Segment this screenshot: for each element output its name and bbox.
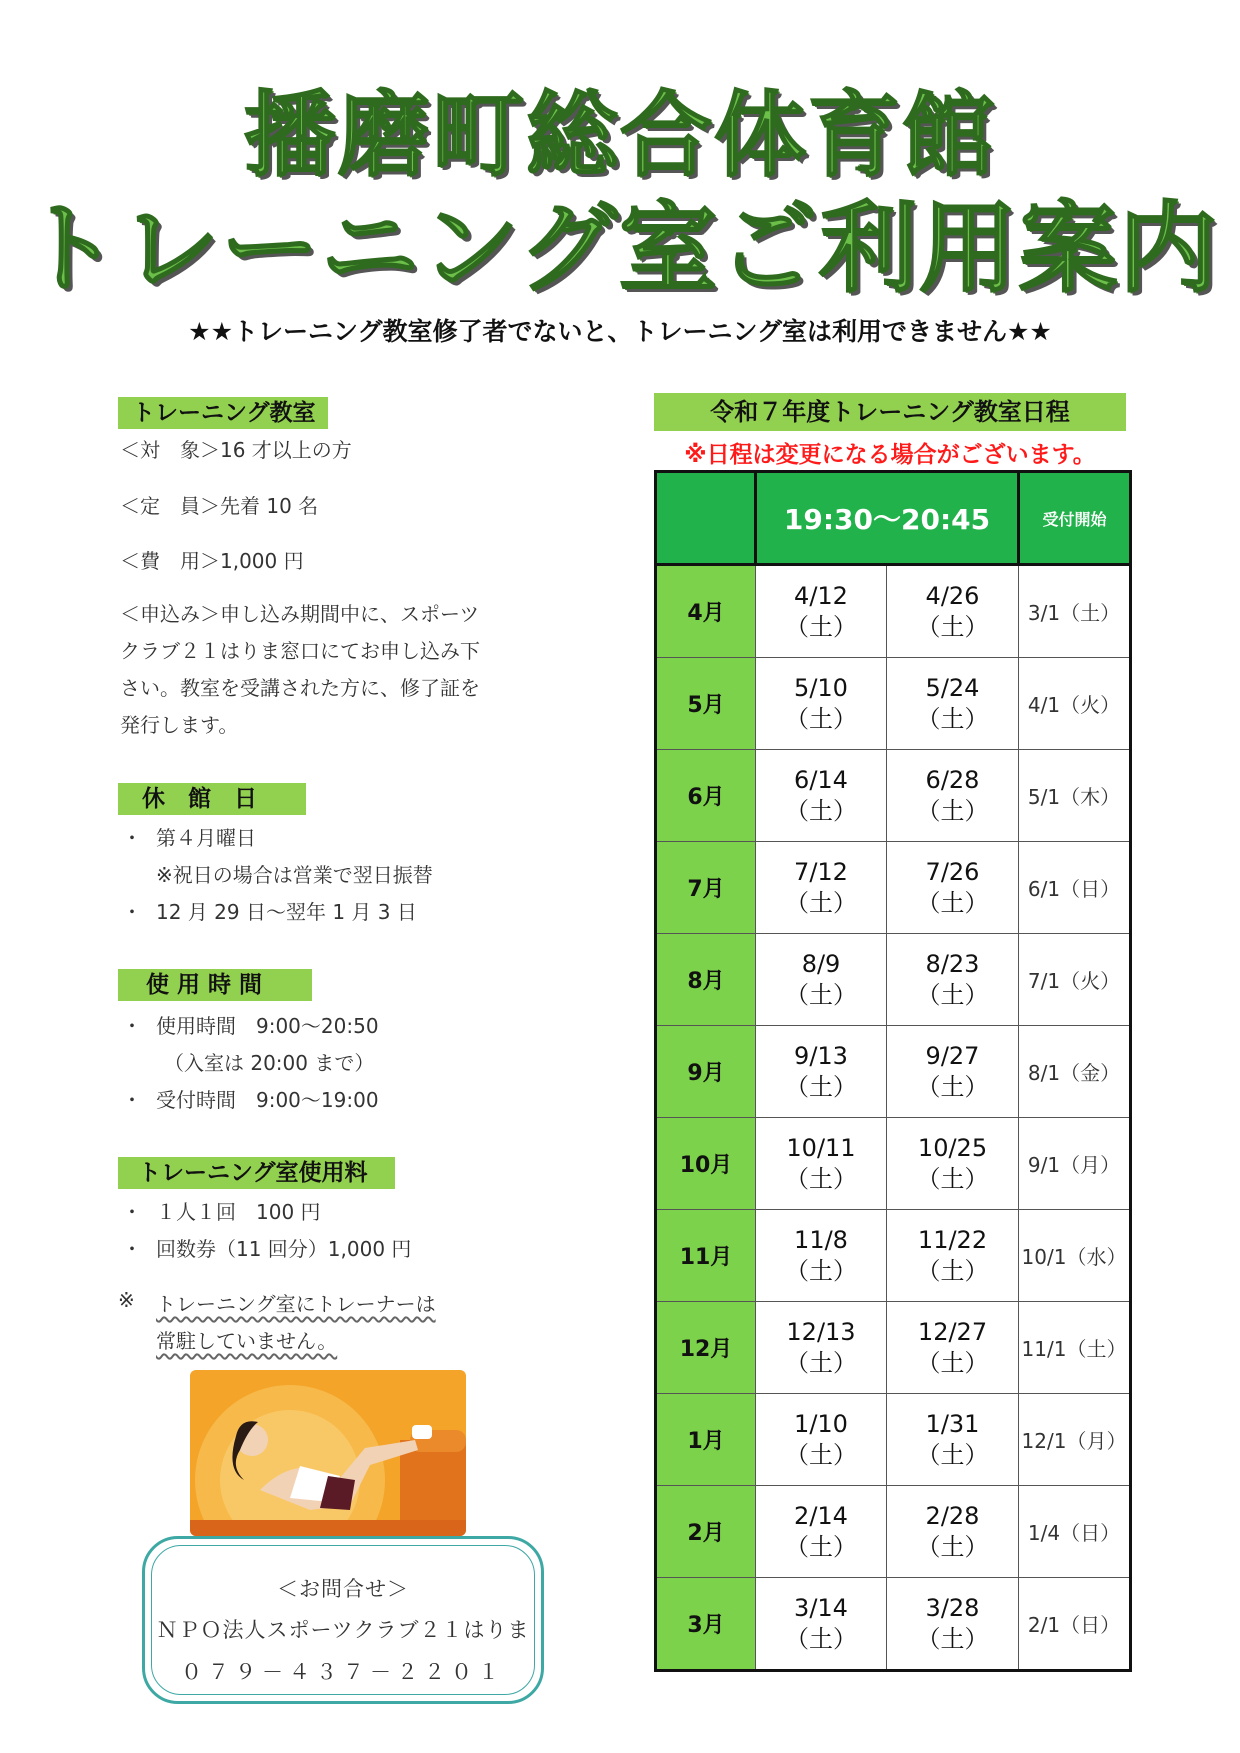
weekday-2: （土） bbox=[916, 1624, 989, 1653]
date-cell-1 bbox=[756, 1578, 887, 1671]
date-2: 11/22 bbox=[917, 1225, 988, 1254]
hours-heading: 使 用 時 間 bbox=[118, 969, 312, 1001]
weekday-2: （土） bbox=[916, 1164, 989, 1193]
accept-date-cell: 7/1（火） bbox=[1019, 934, 1131, 1026]
date-2: 8/23 bbox=[925, 949, 980, 978]
schedule-row bbox=[656, 1578, 1131, 1671]
accept-date-cell: 11/1（土） bbox=[1019, 1302, 1131, 1394]
contact-heading: ＜お問合せ＞ bbox=[277, 1577, 409, 1601]
weekday-2: （土） bbox=[916, 796, 989, 825]
accept-date-cell: 3/1（土） bbox=[1019, 565, 1131, 658]
date-2: 4/26 bbox=[925, 581, 980, 610]
weekday-2: （土） bbox=[916, 612, 989, 641]
date-cell-1 bbox=[756, 750, 887, 842]
date-cell-1 bbox=[756, 658, 887, 750]
schedule-row bbox=[656, 842, 1131, 934]
apply-line: さい。教室を受講された方に、修了証を bbox=[120, 676, 480, 700]
closed-item: 12 月 29 日～翌年 1 月 3 日 bbox=[156, 900, 417, 924]
exercise-illustration bbox=[190, 1370, 466, 1536]
month-cell: 2月 bbox=[656, 1486, 756, 1578]
date-cell-1 bbox=[756, 842, 887, 934]
weekday-1: （土） bbox=[785, 1164, 857, 1193]
date-1: 11/8 bbox=[794, 1225, 848, 1254]
weekday-1: （土） bbox=[785, 796, 857, 825]
bullet: ・ bbox=[122, 1200, 142, 1224]
hours-item: 受付時間 9:00～19:00 bbox=[156, 1088, 379, 1112]
schedule-row bbox=[656, 750, 1131, 842]
accept-header: 受付開始 bbox=[1019, 472, 1131, 565]
contact-box bbox=[142, 1536, 544, 1704]
accept-date-cell: 12/1（月） bbox=[1019, 1394, 1131, 1486]
date-cell-1 bbox=[756, 1302, 887, 1394]
usage-fee-item: １人１回 100 円 bbox=[156, 1200, 321, 1224]
usage-fee-item: 回数券（11 回分）1,000 円 bbox=[156, 1237, 412, 1261]
month-cell: 9月 bbox=[656, 1026, 756, 1118]
usage-fee-heading: トレーニング室使用料 bbox=[118, 1157, 395, 1189]
date-cell-1 bbox=[756, 1394, 887, 1486]
date-1: 8/9 bbox=[801, 949, 841, 978]
date-cell-2 bbox=[887, 1394, 1019, 1486]
classroom-fee: ＜費 用＞1,000 円 bbox=[120, 549, 304, 573]
page-title-line1: 播磨町総合体育館 bbox=[243, 82, 996, 189]
schedule-table bbox=[654, 470, 1132, 1672]
date-cell-2 bbox=[887, 1210, 1019, 1302]
accept-date-cell: 1/4（日） bbox=[1019, 1486, 1131, 1578]
classroom-apply bbox=[120, 596, 480, 744]
date-2: 5/24 bbox=[925, 673, 980, 702]
note-line: トレーニング室にトレーナーは bbox=[156, 1292, 436, 1316]
weekday-2: （土） bbox=[916, 1348, 989, 1377]
notice-banner: ★★トレーニング教室修了者でないと、トレーニング室は利用できません★★ bbox=[188, 317, 1052, 346]
month-cell: 12月 bbox=[656, 1302, 756, 1394]
weekday-1: （土） bbox=[785, 1532, 857, 1561]
weekday-1: （土） bbox=[785, 1624, 857, 1653]
weekday-2: （土） bbox=[916, 1532, 989, 1561]
header-blank bbox=[656, 472, 756, 565]
weekday-2: （土） bbox=[916, 980, 989, 1009]
date-cell-1 bbox=[756, 1210, 887, 1302]
accept-date-cell: 2/1（日） bbox=[1019, 1578, 1131, 1671]
date-1: 3/14 bbox=[794, 1593, 848, 1622]
bullet: ・ bbox=[122, 826, 142, 850]
weekday-1: （土） bbox=[785, 980, 857, 1009]
date-1: 2/14 bbox=[794, 1501, 848, 1530]
date-cell-2 bbox=[887, 1302, 1019, 1394]
month-cell: 7月 bbox=[656, 842, 756, 934]
classroom-target: ＜対 象＞16 才以上の方 bbox=[120, 438, 352, 462]
month-cell: 11月 bbox=[656, 1210, 756, 1302]
month-cell: 1月 bbox=[656, 1394, 756, 1486]
date-1: 7/12 bbox=[794, 857, 848, 886]
schedule-row bbox=[656, 1026, 1131, 1118]
schedule-row bbox=[656, 658, 1131, 750]
note-line: 常駐していません。 bbox=[156, 1329, 338, 1353]
date-1: 12/13 bbox=[786, 1317, 856, 1346]
classroom-capacity: ＜定 員＞先着 10 名 bbox=[120, 494, 319, 518]
accept-date-cell: 8/1（金） bbox=[1019, 1026, 1131, 1118]
schedule-row bbox=[656, 1486, 1131, 1578]
month-cell: 8月 bbox=[656, 934, 756, 1026]
closed-item: 第４月曜日 bbox=[156, 826, 256, 850]
date-2: 7/26 bbox=[925, 857, 980, 886]
bullet: ・ bbox=[122, 1237, 142, 1261]
weekday-1: （土） bbox=[785, 1256, 857, 1285]
weekday-2: （土） bbox=[916, 888, 989, 917]
schedule-row bbox=[656, 1210, 1131, 1302]
weekday-2: （土） bbox=[916, 1256, 989, 1285]
date-cell-2 bbox=[887, 842, 1019, 934]
date-cell-2 bbox=[887, 1578, 1019, 1671]
closed-heading: 休 館 日 bbox=[118, 783, 306, 815]
accept-date-cell: 6/1（日） bbox=[1019, 842, 1131, 934]
month-cell: 4月 bbox=[656, 565, 756, 658]
date-1: 1/10 bbox=[794, 1409, 848, 1438]
time-header: 19:30～20:45 bbox=[756, 472, 1019, 565]
date-1: 6/14 bbox=[794, 765, 848, 794]
date-cell-2 bbox=[887, 1026, 1019, 1118]
date-cell-2 bbox=[887, 658, 1019, 750]
date-cell-1 bbox=[756, 565, 887, 658]
date-1: 5/10 bbox=[794, 673, 848, 702]
bullet: ・ bbox=[122, 1088, 142, 1112]
date-2: 10/25 bbox=[917, 1133, 988, 1162]
note-mark: ※ bbox=[118, 1288, 135, 1312]
hours-item: 使用時間 9:00～20:50 bbox=[156, 1014, 379, 1038]
weekday-1: （土） bbox=[785, 1348, 857, 1377]
date-cell-2 bbox=[887, 934, 1019, 1026]
apply-line: ＜申込み＞申し込み期間中に、スポーツ bbox=[120, 602, 480, 626]
date-cell-2 bbox=[887, 1118, 1019, 1210]
weekday-2: （土） bbox=[916, 704, 989, 733]
closed-item: ※祝日の場合は営業で翌日振替 bbox=[156, 863, 433, 887]
weekday-1: （土） bbox=[785, 1072, 857, 1101]
date-cell-1 bbox=[756, 934, 887, 1026]
date-2: 2/28 bbox=[925, 1501, 980, 1530]
month-cell: 10月 bbox=[656, 1118, 756, 1210]
weekday-1: （土） bbox=[785, 704, 857, 733]
schedule-note: ※日程は変更になる場合がございます。 bbox=[684, 442, 1096, 468]
date-cell-1 bbox=[756, 1118, 887, 1210]
weekday-1: （土） bbox=[785, 888, 857, 917]
apply-line: 発行します。 bbox=[120, 713, 239, 737]
accept-date-cell: 9/1（月） bbox=[1019, 1118, 1131, 1210]
month-cell: 5月 bbox=[656, 658, 756, 750]
bullet: ・ bbox=[122, 1014, 142, 1038]
date-2: 1/31 bbox=[925, 1409, 980, 1438]
weekday-2: （土） bbox=[916, 1072, 989, 1101]
schedule-row bbox=[656, 565, 1131, 658]
contact-phone: ０７９－４３７－２２０１ bbox=[181, 1660, 505, 1684]
date-cell-1 bbox=[756, 1026, 887, 1118]
schedule-title: 令和７年度トレーニング教室日程 bbox=[654, 393, 1126, 431]
date-2: 6/28 bbox=[925, 765, 980, 794]
schedule-row bbox=[656, 934, 1131, 1026]
month-cell: 6月 bbox=[656, 750, 756, 842]
apply-line: クラブ２１はりま窓口にてお申し込み下 bbox=[120, 639, 480, 663]
date-cell-2 bbox=[887, 565, 1019, 658]
date-cell-2 bbox=[887, 750, 1019, 842]
schedule-row bbox=[656, 1118, 1131, 1210]
date-1: 4/12 bbox=[794, 581, 848, 610]
weekday-1: （土） bbox=[785, 612, 857, 641]
page-title-line2: トレーニング室ご利用案内 bbox=[20, 192, 1220, 306]
schedule-row bbox=[656, 1302, 1131, 1394]
month-cell: 3月 bbox=[656, 1578, 756, 1671]
schedule-row bbox=[656, 1394, 1131, 1486]
accept-date-cell: 10/1（水） bbox=[1019, 1210, 1131, 1302]
date-1: 9/13 bbox=[794, 1041, 848, 1070]
bullet: ・ bbox=[122, 900, 142, 924]
date-2: 9/27 bbox=[925, 1041, 980, 1070]
weekday-2: （土） bbox=[916, 1440, 989, 1469]
date-cell-1 bbox=[756, 1486, 887, 1578]
contact-org: ＮＰＯ法人スポーツクラブ２１はりま bbox=[156, 1618, 530, 1642]
date-2: 3/28 bbox=[925, 1593, 980, 1622]
weekday-1: （土） bbox=[785, 1440, 857, 1469]
hours-item: （入室は 20:00 まで） bbox=[164, 1051, 375, 1075]
classroom-heading: トレーニング教室 bbox=[118, 397, 328, 429]
accept-date-cell: 4/1（火） bbox=[1019, 658, 1131, 750]
date-cell-2 bbox=[887, 1486, 1019, 1578]
date-2: 12/27 bbox=[917, 1317, 988, 1346]
schedule-header-row bbox=[656, 472, 1131, 565]
accept-date-cell: 5/1（木） bbox=[1019, 750, 1131, 842]
date-1: 10/11 bbox=[786, 1133, 856, 1162]
